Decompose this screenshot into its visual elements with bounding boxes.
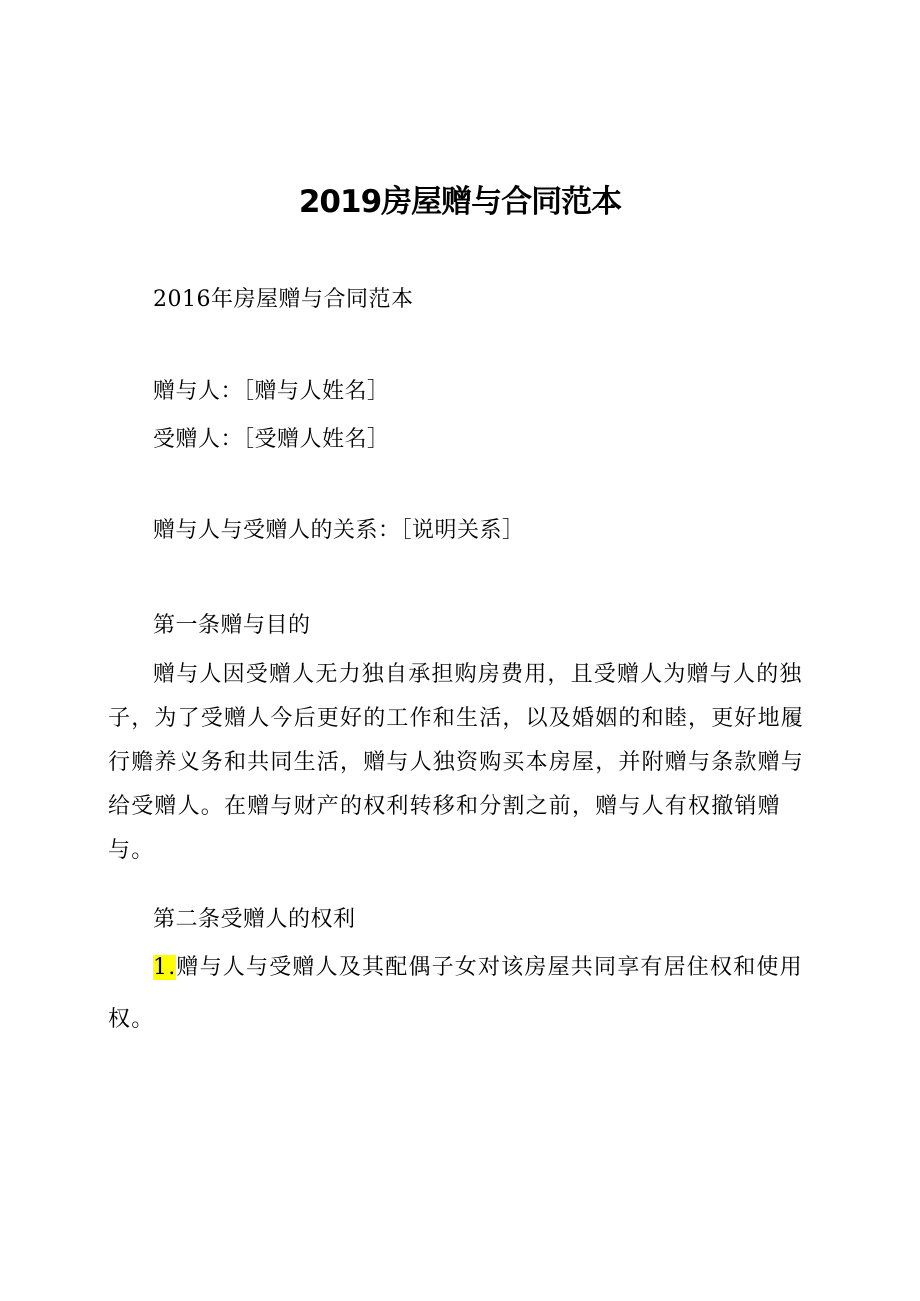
item1-number-highlight: 1. [153,955,177,980]
article1-heading: 第一条赠与目的 [153,613,311,638]
article1-body: 赠与人因受赠人无力独自承担购房费用，且受赠人为赠与人的独子，为了受赠人今后更好的工作和生活，以及婚姻的和睦，更好地履行赡养义务和共同生活，赠与人独资购买本房屋，并附赠与条款赠与给受赠人。在赠与财产的权利转移和分割之前，赠与人有权撤销赠与。 [108,662,805,863]
donor-line: 赠与人：［赠与人姓名］ [153,379,390,404]
donee-line: 受赠人：［受赠人姓名］ [153,427,390,452]
article2-heading: 第二条受赠人的权利 [153,907,356,932]
article2-item1 [108,942,818,1046]
relation-line: 赠与人与受赠人的关系：［说明关系］ [153,518,525,543]
document-title: 2019房屋赠与合同范本 [298,184,622,220]
item1-text: 赠与人与受赠人及其配偶子女对该房屋共同享有居住权和使用权。 [108,955,803,1032]
document-subtitle: 2016年房屋赠与合同范本 [153,287,414,312]
